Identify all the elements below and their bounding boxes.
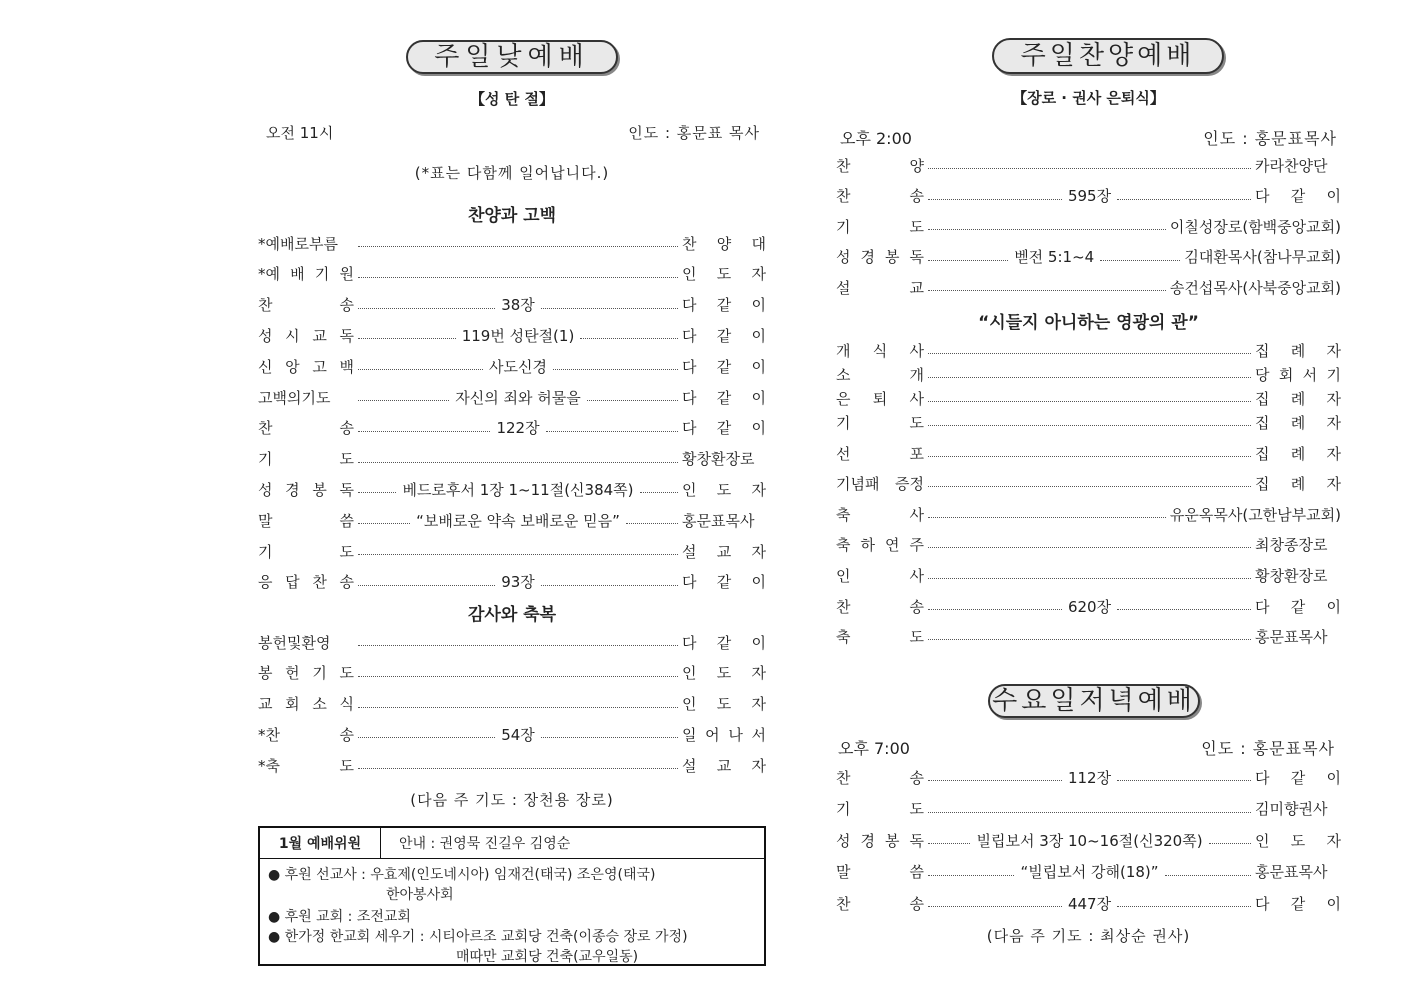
leader-dots [541,307,678,309]
leader-dots [358,368,483,370]
order-person: 홍문표목사 [1255,863,1328,881]
leader-dots [928,577,1251,579]
order-row [258,570,766,594]
leader-dots [928,905,1062,907]
order-detail: “보배로운 약속 보배로운 믿음” [416,511,620,530]
next-week-prayer: (다음 주 기도 : 장천용 장로) [410,791,614,809]
leader-dots [358,337,456,339]
order-person: 다 같 이 [1255,768,1341,787]
leader-dots [358,461,678,463]
support-church-line: ● 후원 교회 : 조전교회 [268,909,411,925]
order-label: 소 개 [836,365,924,384]
order-person: 이칠성장로(함백중앙교회) [1169,217,1341,236]
order-label: 기 도 [258,542,354,561]
order-row [258,477,766,501]
order-row [836,563,1341,587]
order-row [836,502,1341,526]
order-detail: 베드로후서 1장 1~11절(신384쪽) [402,480,634,499]
order-row [836,362,1341,386]
leader-dots [928,400,1251,402]
order-person: 다 같 이 [682,633,766,652]
order-row [258,630,766,654]
order-row [258,692,766,716]
leader-dots [928,811,1251,813]
order-person: 홍문표목사 [1255,627,1328,646]
order-row [836,797,1341,821]
order-row [836,860,1341,884]
order-row [258,354,766,378]
leader-dots [928,546,1251,548]
leader-dots [640,491,678,493]
leader-dots [358,767,678,769]
order-label: *찬 송 [258,725,354,744]
order-row [258,447,766,471]
one-family-church-line-2: 매따만 교회당 건축(교우일동) [456,949,639,965]
order-detail: 595장 [1067,187,1112,205]
order-detail: 사도신경 [489,357,547,376]
order-person: 홍문표목사 [682,511,755,530]
leader-dots [358,430,490,432]
order-detail: 112장 [1067,768,1112,787]
order-person: 최창종장로 [1255,535,1328,554]
order-detail: 빌립보서 3장 10~16절(신320쪽) [976,831,1203,850]
order-person: 인 도 자 [682,265,766,284]
order-person: 다 같 이 [682,326,767,345]
order-person: 당 회 서 기 [1255,365,1341,384]
wednesday-title: 수요일저녁예배 [988,684,1200,718]
sunday-morning-subtitle: 【성 탄 절】 [470,90,554,108]
leader-dots [928,874,1014,876]
leader-dots [1117,779,1251,781]
leader-dots [626,522,678,524]
leader-dots [928,638,1251,640]
order-label: 찬 송 [258,419,354,438]
order-row [836,594,1341,618]
support-missionary-line: ● 후원 선교사 : 우효제(인도네시아) 임재건(태국) 조은영(태국) [268,867,656,883]
order-label: *예 배 기 원 [258,265,354,284]
order-person: 인 도 자 [1255,831,1342,850]
order-person: 인 도 자 [682,695,766,714]
order-person: 다 같 이 [1255,597,1341,616]
order-detail: 자신의 죄와 허물을 [455,388,581,407]
order-row [258,262,766,286]
order-person: 다 같 이 [682,296,767,315]
committee-box [258,826,766,966]
leader-dots [546,430,678,432]
order-label: *예배로부름 [258,234,338,253]
order-row [258,661,766,685]
leader-dots [1165,874,1251,876]
order-label: 성 시 교 독 [258,326,354,345]
leader-dots [358,553,678,555]
leader-dots [928,485,1251,487]
order-row [836,532,1341,556]
committee-label: 1월 예배위원 [260,828,381,858]
order-person: 다 같 이 [1255,894,1341,913]
leader-dots [358,276,678,278]
order-row [258,416,766,440]
leader-dots [928,608,1062,610]
order-row [836,765,1341,789]
wednesday-time: 오후 7:00 [838,739,910,758]
order-label: 찬 송 [836,187,924,205]
leader-dots [358,491,396,493]
ceremony-heading: “시들지 아니하는 영광의 관” [978,313,1199,333]
order-row [836,828,1341,852]
order-label: 교 회 소 식 [258,695,354,714]
order-label: 찬 양 [836,156,924,175]
praise-time: 오후 2:00 [840,129,912,148]
order-person: 찬 양 대 [682,234,766,253]
order-person: 송건섭목사(사북중앙교회) [1169,278,1341,297]
leader-dots [358,399,449,401]
sunday-morning-title: 주일낮예배 [406,40,618,74]
leader-dots [1117,905,1251,907]
order-label: 찬 송 [836,597,924,616]
committee-header [260,828,764,859]
order-detail: 447장 [1067,894,1112,913]
order-detail: 38장 [501,296,535,315]
order-row [258,323,766,347]
order-person: 집 례 자 [1255,341,1341,360]
order-label: 봉헌및환영 [258,633,331,652]
leader-dots [1117,608,1251,610]
order-person: 김미향권사 [1255,800,1328,818]
order-detail: 620장 [1067,597,1112,616]
order-row [836,153,1341,177]
order-row [258,231,766,255]
order-label: 인 사 [836,566,924,585]
wednesday-leader: 인도 : 홍문표목사 [1201,739,1335,758]
leader-dots [928,289,1166,291]
order-label: 선 포 [836,444,924,463]
order-person: 유운옥목사(고한남부교회) [1169,505,1341,524]
leader-dots [541,584,678,586]
order-person: 카라찬양단 [1255,156,1328,175]
order-detail: 122장 [496,419,540,438]
support-missionary-line-2: 한아봉사회 [386,887,454,903]
leader-dots [928,352,1251,354]
order-person: 다 같 이 [682,419,766,438]
order-label: 신 앙 고 백 [258,357,354,376]
standing-note: (*표는 다함께 일어납니다.) [414,164,610,182]
leader-dots [358,522,410,524]
praise-leader: 인도 : 홍문표목사 [1203,129,1337,148]
order-label: 기 도 [836,217,924,236]
order-detail: 119번 성탄절(1) [461,326,575,345]
order-row [836,410,1341,434]
leader-dots [358,584,495,586]
order-row [836,338,1341,362]
leader-dots [928,842,970,844]
leader-dots [1117,198,1251,200]
leader-dots [928,376,1251,378]
leader-dots [358,706,678,708]
order-person: 다 같 이 [1255,187,1341,205]
service-leader: 인도 : 홍문표 목사 [628,124,760,142]
order-person: 집 례 자 [1255,389,1341,408]
order-person: 설 교 자 [682,756,766,775]
order-person: 다 같 이 [682,573,767,592]
order-label: 고백의기도 [258,388,331,407]
order-label: 축 사 [836,505,924,524]
order-row [836,214,1341,238]
wednesday-next-prayer: (다음 주 기도 : 최상순 권사) [986,927,1191,945]
leader-dots [928,228,1166,230]
order-person: 다 같 이 [682,357,766,376]
order-row [258,722,766,746]
order-label: 찬 송 [836,894,924,913]
leader-dots [928,779,1062,781]
order-label: 성 경 봉 독 [836,831,924,850]
leader-dots [358,675,678,677]
order-label: 기 도 [258,450,354,469]
order-row [836,441,1341,465]
leader-dots [358,245,678,247]
order-person: 일 어 나 서 [682,725,767,744]
committee-ushers: 안내 : 권영묵 진길우 김영순 [399,836,571,852]
order-person: 김대환목사(참나무교회) [1184,248,1341,266]
order-row [836,471,1341,495]
order-label: 은 퇴 사 [836,389,924,408]
order-label: 기 도 [836,800,924,818]
order-row [836,184,1341,208]
order-row [258,385,766,409]
section-thanks-blessing: 감사와 축복 [467,605,557,625]
leader-dots [928,455,1251,457]
order-person: 황창환장로 [682,450,755,469]
order-person: 집 례 자 [1255,444,1341,463]
leader-dots [928,516,1166,518]
order-label: 기 도 [836,413,924,432]
order-label: 축 도 [836,627,924,646]
order-detail: 54장 [501,725,535,744]
retirement-subtitle: 【장로 · 권사 은퇴식】 [1012,89,1165,107]
order-person: 집 례 자 [1255,413,1341,432]
order-row [258,539,766,563]
order-person: 황창환장로 [1255,566,1328,585]
order-person: 집 례 자 [1255,474,1341,493]
leader-dots [928,424,1251,426]
order-row [836,624,1341,648]
order-row [258,508,766,532]
leader-dots [541,736,678,738]
order-detail: 93장 [501,573,535,592]
order-label: 찬 송 [258,296,354,315]
order-label: 응 답 찬 송 [258,573,354,592]
leader-dots [1209,842,1251,844]
leader-dots [928,198,1062,200]
order-row [836,891,1341,915]
order-person: 설 교 자 [682,542,766,561]
order-label: 기념패 증정 [836,474,924,493]
order-person: 인 도 자 [682,664,766,683]
order-row [836,386,1341,410]
order-row [258,293,766,317]
leader-dots [358,307,495,309]
one-family-church-line: ● 한가정 한교회 세우기 : 시티아르조 교회당 건축(이종승 장로 가정) [268,929,688,945]
order-label: 봉 헌 기 도 [258,664,354,683]
order-person: 다 같 이 [682,388,766,407]
leader-dots [553,368,678,370]
leader-dots [587,399,678,401]
order-label: 개 식 사 [836,341,924,360]
leader-dots [928,259,1008,261]
order-detail: 벧전 5:1~4 [1014,248,1095,266]
order-label: 축 하 연 주 [836,535,924,554]
order-label: 찬 송 [836,768,924,787]
leader-dots [358,644,678,646]
order-row [836,275,1341,299]
leader-dots [358,736,495,738]
section-praise-confession: 찬양과 고백 [467,206,557,226]
leader-dots [580,337,678,339]
order-row [836,245,1341,269]
order-label: 말 씀 [258,511,354,530]
order-label: 성 경 봉 독 [258,480,354,499]
leader-dots [928,167,1251,169]
order-label: 성 경 봉 독 [836,248,924,266]
leader-dots [1100,259,1180,261]
service-time: 오전 11시 [266,124,334,142]
order-label: 말 씀 [836,863,924,881]
order-detail: “빌립보서 강해(18)” [1020,863,1159,881]
order-label: 설 교 [836,278,924,297]
order-label: *축 도 [258,756,354,775]
order-person: 인 도 자 [682,480,766,499]
praise-service-title: 주일찬양예배 [992,38,1224,74]
order-row [258,753,766,777]
